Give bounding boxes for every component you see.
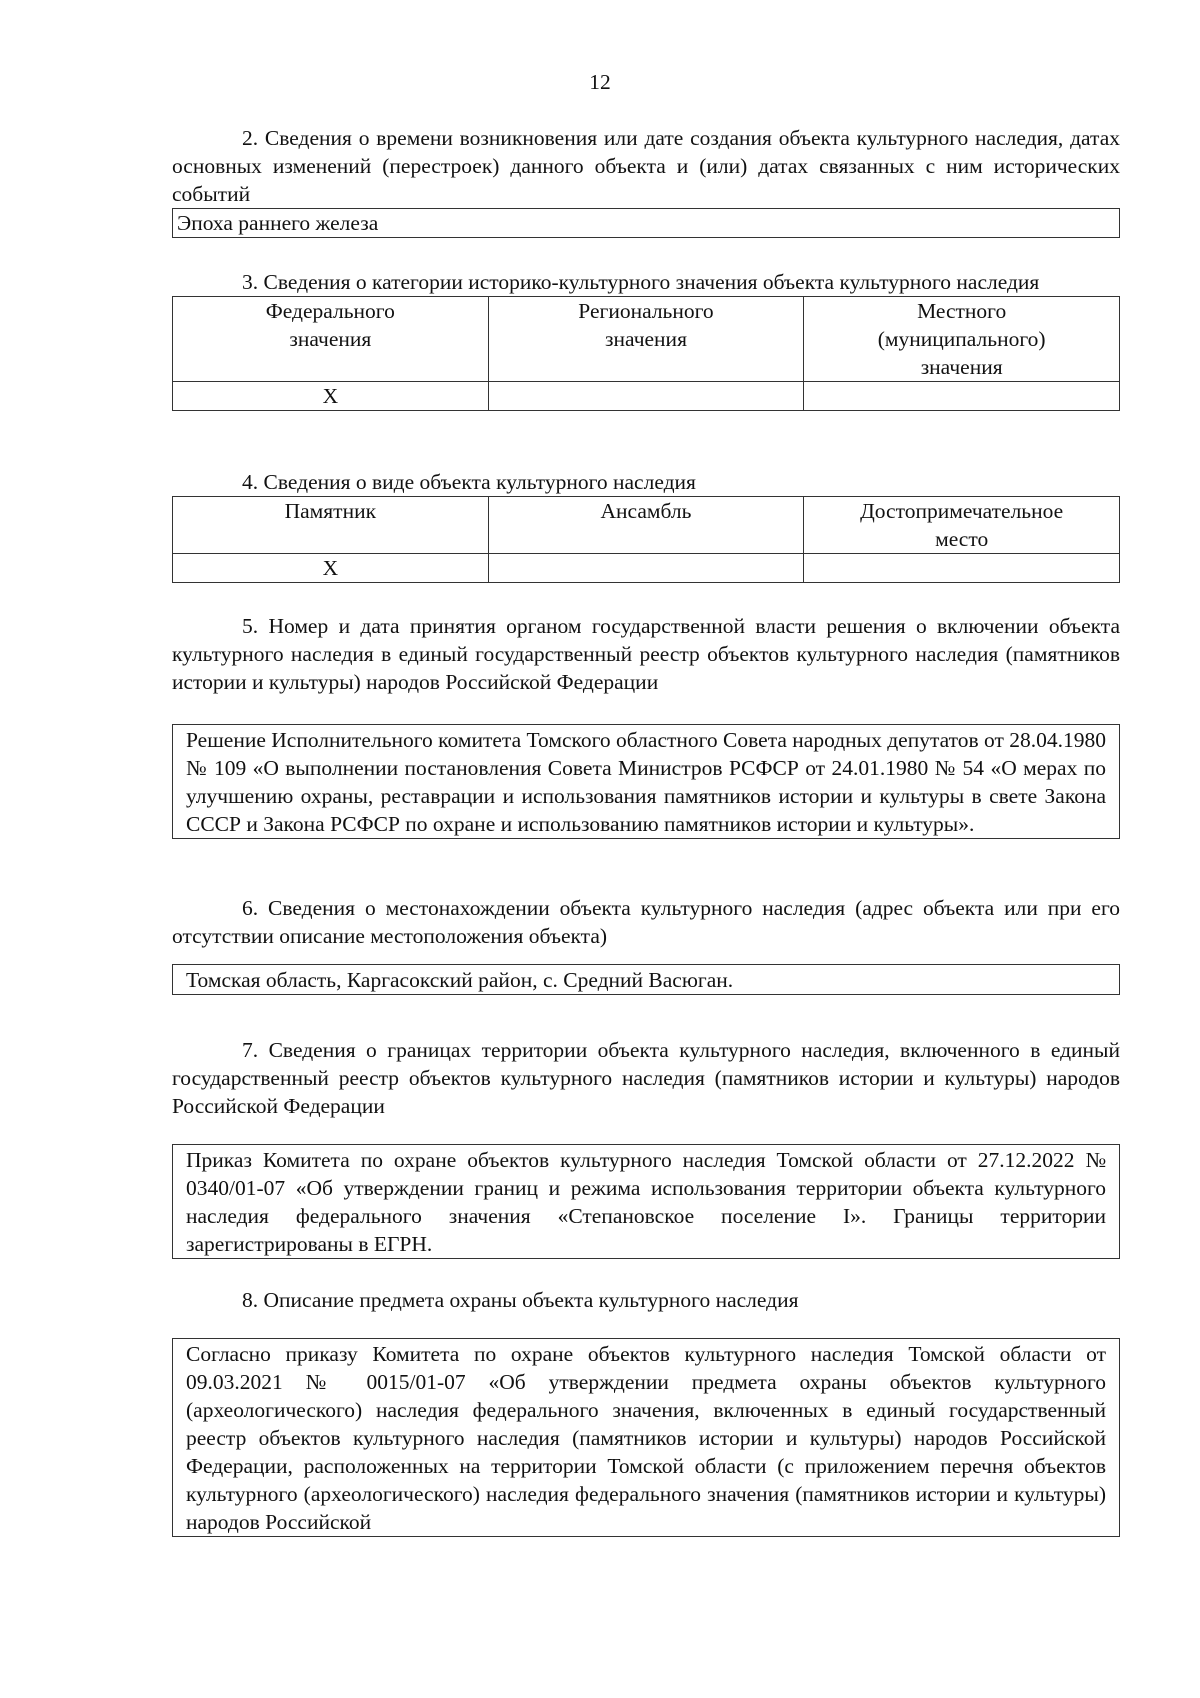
type-landmark-header <box>804 497 1120 554</box>
category-federal-label-2: значения <box>289 327 372 351</box>
section-5 <box>172 612 1120 839</box>
category-local-header <box>804 297 1120 382</box>
type-landmark-label-2: место <box>935 527 989 551</box>
section-2-value: Эпоха раннего железа <box>177 211 379 235</box>
section-5-value-box <box>172 724 1120 839</box>
type-ensemble-mark <box>488 554 804 583</box>
category-local-mark <box>804 382 1120 411</box>
category-federal-header <box>173 297 489 382</box>
section-3-heading: 3. Сведения о категории историко-культурного значения объекта культурного наследия <box>242 270 1040 294</box>
section-7-value-box <box>172 1144 1120 1259</box>
section-2 <box>172 124 1120 238</box>
category-local-label-3: значения <box>920 355 1003 379</box>
type-monument-header: Памятник <box>173 497 489 554</box>
section-5-value: Решение Исполнительного комитета Томского областного Совета народных депутатов от 28.04.1980 № 109 «О выполнении постановления Совета Министров РСФСР от 24.01.1980 № 54 «О мерах по улучшению охраны, реставрации и использования памятников истории и культуры в свете Закона СССР и Закона РСФСР по охране и использованию памятников истории и культуры». <box>186 728 1106 836</box>
section-6-value-box <box>172 964 1120 995</box>
category-federal-mark: X <box>173 382 489 411</box>
section-8-heading: 8. Описание предмета охраны объекта культурного наследия <box>242 1288 799 1312</box>
type-landmark-label: Достопримечательное <box>860 499 1064 523</box>
object-type-table <box>172 496 1120 583</box>
type-ensemble-header: Ансамбль <box>488 497 804 554</box>
section-5-heading: 5. Номер и дата принятия органом государственной власти решения о включении объекта культурного наследия в единый государственный реестр объектов культурного наследия (памятников истории и культуры) народов Российской Федерации <box>172 614 1120 694</box>
section-6 <box>172 894 1120 995</box>
category-regional-header <box>488 297 804 382</box>
type-monument-mark: X <box>173 554 489 583</box>
section-8 <box>172 1286 1120 1537</box>
section-2-value-box <box>172 208 1120 238</box>
category-local-label: Местного <box>917 299 1007 323</box>
category-regional-mark <box>488 382 804 411</box>
section-8-value-box <box>172 1338 1120 1537</box>
section-6-heading: 6. Сведения о местонахождении объекта культурного наследия (адрес объекта или при его отсутствии описание местоположения объекта) <box>172 896 1120 948</box>
section-2-heading: 2. Сведения о времени возникновения или дате создания объекта культурного наследия, датах основных изменений (перестроек) данного объекта и (или) датах связанных с ним исторических событий <box>172 126 1120 206</box>
section-7 <box>172 1036 1120 1259</box>
section-6-value: Томская область, Каргасокский район, с. Средний Васюган. <box>186 968 734 992</box>
category-local-label-2: (муниципального) <box>877 327 1046 351</box>
category-regional-label-2: значения <box>605 327 687 351</box>
section-8-value: Согласно приказу Комитета по охране объектов культурного наследия Томской области от 09.03.2021 № 0015/01-07 «Об утверждении предмета охраны объектов культурного (археологического) наследия федерального значения, включенных в единый государственный реестр объектов культурного наследия (памятников истории и культуры) народов Российской Федерации, расположенных на территории Томской области (с приложением перечня объектов культурного (археологического) наследия федерального значения (памятников истории и культуры) народов Российской <box>186 1342 1106 1534</box>
section-4 <box>172 468 1120 583</box>
type-landmark-mark <box>804 554 1120 583</box>
category-federal-label: Федерального <box>265 299 395 323</box>
section-7-heading: 7. Сведения о границах территории объекта культурного наследия, включенного в единый государственный реестр объектов культурного наследия (памятников истории и культуры) народов Российской Федерации <box>172 1038 1120 1118</box>
category-regional-label: Регионального <box>578 299 714 323</box>
section-3 <box>172 268 1120 411</box>
page-number: 12 <box>589 70 611 94</box>
section-4-heading: 4. Сведения о виде объекта культурного наследия <box>242 470 696 494</box>
section-7-value: Приказ Комитета по охране объектов культурного наследия Томской области от 27.12.2022 № 0340/01-07 «Об утверждении границ и режима использования территории объекта культурного наследия федерального значения «Степановское поселение I». Границы территории зарегистрированы в ЕГРН. <box>186 1148 1106 1256</box>
significance-category-table <box>172 296 1120 411</box>
